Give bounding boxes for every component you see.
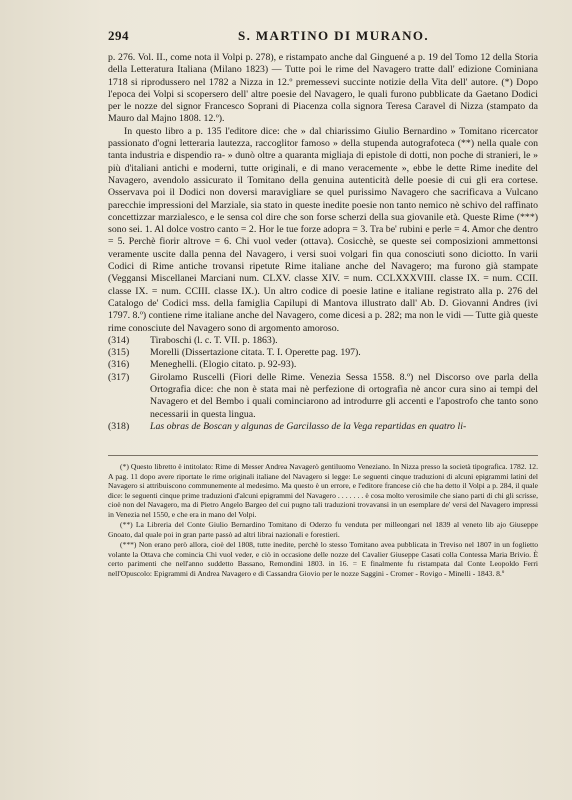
note-316 <box>108 359 538 371</box>
note-text: Girolamo Ruscelli (Fiori delle Rime. Venezia Sessa 1558. 8.º) nel Discorso ove parla della Ortografia dice: che non è stata mai nè perfezione di ortografia nè ancor cura sino ai tempi del Navagero et del Bembo i quali cominciarono ad introdurre gli accenti e l'apostrofo che tanto sono necessarii in questa lingua. <box>150 371 538 420</box>
note-number: (314) <box>108 334 130 346</box>
paragraph-2: In questo libro a p. 135 l'editore dice: che » dal chiarissimo Giulio Bernardino » Tomitano ricercator passionato d'ogni letteraria lautezza, raccoglitor famoso » della stupenda autografoteca (**) nella quale con tanta industria e dispendio ra- » dunò oltre a quaranta migliaja di epistole di dotti, non poche di stranieri, le » più d'italiani antichi e moderni, tutte originali, e di mano veracemente », ebbe le dette Rime inedite del Navagero, avendolo assicurato il Tomitano della genuina autenticità delle poesie di cui gli era cortese. Osservava poi il Dodici non doversi maravigliare se quel purissimo Navagero che sacrificava a Vulcano parecchie impressioni del Marziale, sia stato in queste inedite poesie non tanto nemico nè schivo del raffinato concettizzar marzialesco, e le sensa col dire che son forse scherzi della sua giovanile età. Queste Rime (***) sono sei. 1. Al dolce vostro canto = 2. Hor le tue forze adopra = 3. Tra be' rubini e perle = 4. Amor che dentro = 5. Perchè fiorir altrove = 6. Chi vuol veder (ottava). Cosicchè, se queste sei composizioni ammettonsi veramente uscite dalla penna del Navagero, i versi suoi volgari fin qua conosciuti sono diciotto. In varii Codici di Rime antiche trovansi ripetute Rime italiane anche del Navagero; ma furono già stampate (Veggansi Miscellanei Marciani num. CLXV. classe XIV. = num. CCLXXXVIII. classe IX. = num. CCII. classe IX. = num. CCIII. classe IX.). Un altro codice di poesie latine e italiane registrato alla p. 276 del Catalogo de' Codici mss. della famiglia Capilupi di Mantova illustrato dall' Ab. D. Giovanni Andres (ivi 1797. 8.º) contiene rime italiane anche del Navagero, come dicesi a p. 282; ma non le vidi — Tutte già queste rime conosciute del Navagero sono di argomento amoroso. <box>108 125 538 334</box>
note-317 <box>108 372 538 421</box>
note-text: Meneghelli. (Elogio citato. p. 92-93). <box>150 359 297 371</box>
note-315 <box>108 347 538 359</box>
note-number: (315) <box>108 347 130 359</box>
note-number: (318) <box>108 420 130 432</box>
footnote-3: (***) Non erano però allora, cioè del 1808, tutte inedite, perchè lo stesso Tomitano avea pubblicata in Treviso nel 1807 in un foglietto volante la Ottava che comincia Chi vuol veder, e ciò in occasione delle nozze del Cavalier Giuseppe Casati colla Contessa Maria Brivio. È certo parimenti che nell'anno suddetto Bassano, Remondini 1803. in 16. = E finalmente fu ristampata dal Conte Leopoldo Ferri nell'Opuscolo: Epigrammi di Andrea Navagero e di Cassandra Giovio per le nozze Saggini - Cromer - Rovigo - Minelli - 1843. 8.º <box>108 540 538 578</box>
note-314 <box>108 335 538 347</box>
main-text <box>108 52 538 433</box>
footnote-1: (*) Questo libretto è intitolato: Rime di Messer Andrea Navagerò gentiluomo Veneziano. In Nizza presso la società tipografica. 1782. 12. A pag. 11 dopo avere riportate le rime originali italiane del Navagero si legge: Le seguenti cinque traduzioni di alcuni epigrammi latini del Navagero si attribuiscono communemente al medesimo. Ma questo è un errore, e l'editore francese ciò che ha detto il Volpi a p. 284, il quale dice: le seguenti cinque prime traduzioni d'alcuni epigrammi del Navagero . . . . . . . è cosa molto verosimile che siano parti di chi gli scrisse, cioè non del Navagero, ma di Pietro Angelo Bargeo del cui pugno tali traduzioni trovavansi in un esemplare de' versi del Navagero impressi in Venezia nel 1550, e che era in mano del Volpi. <box>108 462 538 519</box>
note-number: (316) <box>108 359 130 371</box>
note-318 <box>108 421 538 433</box>
note-text: Morelli (Dissertazione citata. T. I. Operette pag. 197). <box>150 347 361 359</box>
numbered-notes <box>108 335 538 433</box>
note-text: Tiraboschi (l. c. T. VII. p. 1863). <box>150 334 278 346</box>
paragraph-1: p. 276. Vol. II., come nota il Volpi p. 278), e ristampato anche dal Ginguené a p. 19 del Tomo 12 della Storia della Letteratura Italiana (Milano 1823) — Tutte poi le rime del Navagero tratte dall' edizione Cominiana 1718 si riprodussero nel 1782 a Nizza in 12.º premessevi succinte notizie della Vita dell' autore. (*) Dopo l'epoca dei Volpi si scopersero dell' altre poesie del Navagero, le quali furono pubblicate da Gaetano Dodici per le nozze del signor Francesco Soprani di Piacenza colla signora Teresa Caravel di Nizza (stampato da Mauro dal Majno 1808. 12.º). <box>108 52 538 125</box>
note-text: Las obras de Boscan y algunas de Garcilasso de la Vega repartidas en quatro li- <box>150 420 467 432</box>
note-number: (317) <box>108 371 130 383</box>
page-header <box>108 28 538 44</box>
running-title: S. MARTINO DI MURANO. <box>237 28 430 43</box>
page-number: 294 <box>108 28 129 43</box>
footnote-divider <box>108 455 538 456</box>
footnote-2: (**) La Libreria del Conte Giulio Bernardino Tomitano di Oderzo fu venduta per milleongari nel 1839 al veneto lib ajo Giuseppe Gnoato, dal quale poi in gran parte passò ad altri librai nazionali e forestieri. <box>108 520 538 539</box>
footnotes <box>108 462 538 578</box>
